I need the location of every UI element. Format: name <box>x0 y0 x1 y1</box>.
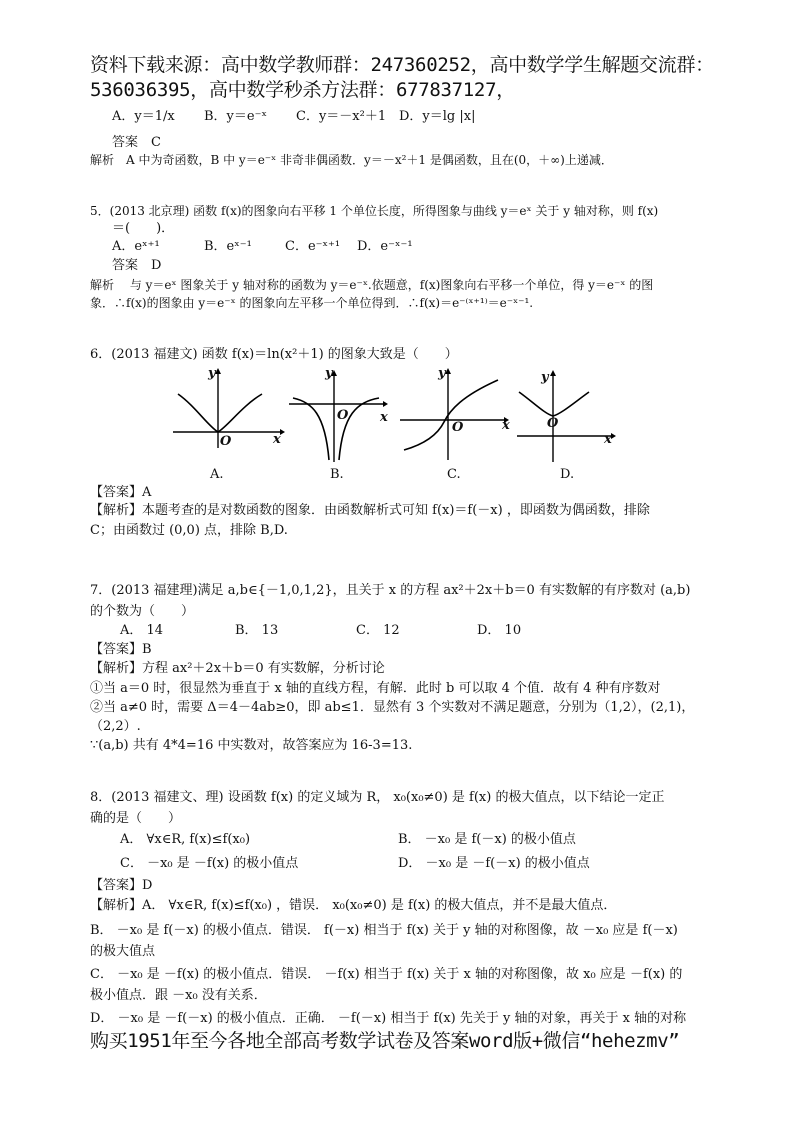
q8-analysis-line-1: 【解析】A． ∀x∈R, f(x)≤f(x₀) ，错误． x₀(x₀≠0) 是 f(x) 的极大值点，并不是最大值点． <box>90 898 617 913</box>
q7-analysis-line-5: ∵(a,b) 共有 4*4=16 中实数对，故答案应为 16-3=13. <box>90 738 413 753</box>
q5-analysis-line-1: 解析 与 y＝eˣ 图象关于 y 轴对称的函数为 y＝e⁻ˣ.依题意，f(x)图象向右平移一个单位，得 y＝e⁻ˣ 的图 <box>90 278 654 292</box>
footer-ad: 购买1951年至今各地全部高考数学试卷及答案word版+微信“hehezmv” <box>90 1030 680 1052</box>
q7-option-d: D． 10 <box>477 623 522 638</box>
q7-option-c: C． 12 <box>356 623 400 638</box>
q6-graph-d-curve <box>519 392 589 416</box>
q7-stem-line-1: 7．(2013 福建理)满足 a,b∈{－1,0,1,2}，且关于 x 的方程 ax²＋2x＋b＝0 有实数解的有序数对 (a,b) <box>90 583 691 598</box>
q6-graph-d <box>515 368 617 464</box>
q5-stem-line-1: 5．(2013 北京理) 函数 f(x)的图象向右平移 1 个单位长度，所得图象与曲线 y＝eˣ 关于 y 轴对称，则 f(x) <box>90 204 659 218</box>
q4-option-a: A．y＝1/x <box>112 109 175 124</box>
q6-graph-b-x-label: x <box>380 410 388 425</box>
q8-stem-line-1: 8．(2013 福建文、理) 设函数 f(x) 的定义域为 R， x₀(x₀≠0) 是 f(x) 的极大值点，以下结论一定正 <box>90 790 665 805</box>
q6-label-d: D. <box>560 467 575 482</box>
q8-option-a: A． ∀x∈R, f(x)≤f(x₀) <box>120 832 251 847</box>
q6-graph-b-y-label: y <box>325 366 333 381</box>
q7-analysis-line-2: ①当 a＝0 时，很显然为垂直于 x 轴的直线方程，有解．此时 b 可以取 4 个值．故有 4 种有序数对 <box>90 681 661 696</box>
q5-analysis-line-2: 象．∴f(x)的图象由 y＝e⁻ˣ 的图象向左平移一个单位得到．∴f(x)＝e⁻⁽ˣ⁺¹⁾＝e⁻ˣ⁻¹. <box>90 296 534 310</box>
q4-option-b: B．y＝e⁻ˣ <box>204 109 267 124</box>
q8-option-d: D． －x₀ 是 －f(－x) 的极小值点 <box>398 856 590 871</box>
q6-graph-d-x-label: x <box>604 432 612 447</box>
q6-graph-a-curve <box>178 394 262 432</box>
q8-answer: 【答案】D <box>90 878 153 893</box>
q8-analysis-line-4: C． －x₀ 是 －f(x) 的极小值点．错误． －f(x) 相当于 f(x) 关于 x 轴的对称图像，故 x₀ 应是 －f(x) 的 <box>90 967 683 982</box>
q6-graph-c-curve <box>404 380 498 450</box>
q6-graph-c-y-label: y <box>438 366 446 381</box>
q6-graph-a-x-label: x <box>273 432 281 447</box>
q7-analysis-line-4: （2,2）. <box>90 719 141 734</box>
q6-graph-d-y-label: y <box>541 370 549 385</box>
q6-graph-c <box>398 366 510 462</box>
header-line-1: 资料下载来源：高中数学教师群：247360252，高中数学学生解题交流群： <box>90 54 714 76</box>
q8-analysis-line-2: B． －x₀ 是 f(－x) 的极小值点．错误． f(－x) 相当于 f(x) 关于 y 轴的对称图像，故 －x₀ 应是 f(－x) <box>90 923 678 938</box>
q6-graph-a-origin: O <box>220 434 232 449</box>
q6-graph-c-origin: O <box>452 420 464 435</box>
q6-analysis-line-1: 【解析】本题考查的是对数函数的图象．由函数解析式可知 f(x)＝f(－x) ，即函数为偶函数，排除 <box>90 503 650 518</box>
q6-label-c: C. <box>447 467 461 482</box>
q5-answer: 答案 D <box>112 258 162 273</box>
q7-analysis-line-3: ②当 a≠0 时，需要 Δ＝4－4ab≥0，即 ab≤1．显然有 3 个实数对不满足题意，分别为（1,2），(2,1)， <box>90 700 695 715</box>
q8-option-b: B． －x₀ 是 f(－x) 的极小值点 <box>398 832 576 847</box>
q6-analysis-line-2: C；由函数过 (0,0) 点，排除 B,D. <box>90 523 288 538</box>
q7-answer: 【答案】B <box>90 642 152 657</box>
q7-stem-line-2: 的个数为（ ） <box>90 604 195 619</box>
q7-option-b: B． 13 <box>235 623 279 638</box>
q5-option-d: D．e⁻ˣ⁻¹ <box>357 239 413 254</box>
q6-graph-d-origin: O <box>547 416 559 431</box>
q5-option-c: C．e⁻ˣ⁺¹ <box>285 239 341 254</box>
q6-label-a: A. <box>210 467 224 482</box>
q6-answer: 【答案】A <box>90 485 152 500</box>
q8-analysis-line-3: 的极大值点 <box>90 944 156 959</box>
q6-graph-b-origin: O <box>337 408 349 423</box>
header-line-2: 536036395，高中数学秒杀方法群：677837127， <box>90 79 515 101</box>
q6-graph-c-x-label: x <box>502 418 510 433</box>
q7-analysis-line-1: 【解析】方程 ax²＋2x＋b＝0 有实数解，分析讨论 <box>90 661 385 676</box>
q4-option-c: C．y＝－x²＋1 <box>296 109 387 124</box>
q6-graph-a-y-label: y <box>208 366 216 381</box>
q8-analysis-line-5: 极小值点．跟 －x₀ 没有关系． <box>90 988 267 1003</box>
q7-option-a: A． 14 <box>120 623 164 638</box>
q6-graph-b-curve-left <box>293 398 329 460</box>
q6-stem: 6．(2013 福建文) 函数 f(x)＝ln(x²＋1) 的图象大致是（ ） <box>90 347 458 362</box>
q4-analysis: 解析 A 中为奇函数，B 中 y＝e⁻ˣ 非奇非偶函数．y＝－x²＋1 是偶函数，且在(0，＋∞)上递减． <box>90 153 613 167</box>
q8-analysis-line-6: D． －x₀ 是 －f(－x) 的极小值点．正确． －f(－x) 相当于 f(x) 先关于 y 轴的对象，再关于 x 轴的对称 <box>90 1011 687 1026</box>
q5-option-b: B．eˣ⁻¹ <box>204 239 252 254</box>
q4-answer: 答案 C <box>112 135 161 150</box>
q4-option-d: D．y＝lg |x| <box>399 109 476 124</box>
q8-option-c: C． －x₀ 是 －f(x) 的极小值点 <box>120 856 299 871</box>
q6-label-b: B. <box>330 467 344 482</box>
q8-stem-line-2: 确的是（ ） <box>90 811 182 826</box>
q5-stem-line-2: ＝( )． <box>112 221 175 236</box>
q5-option-a: A．eˣ⁺¹ <box>112 239 160 254</box>
